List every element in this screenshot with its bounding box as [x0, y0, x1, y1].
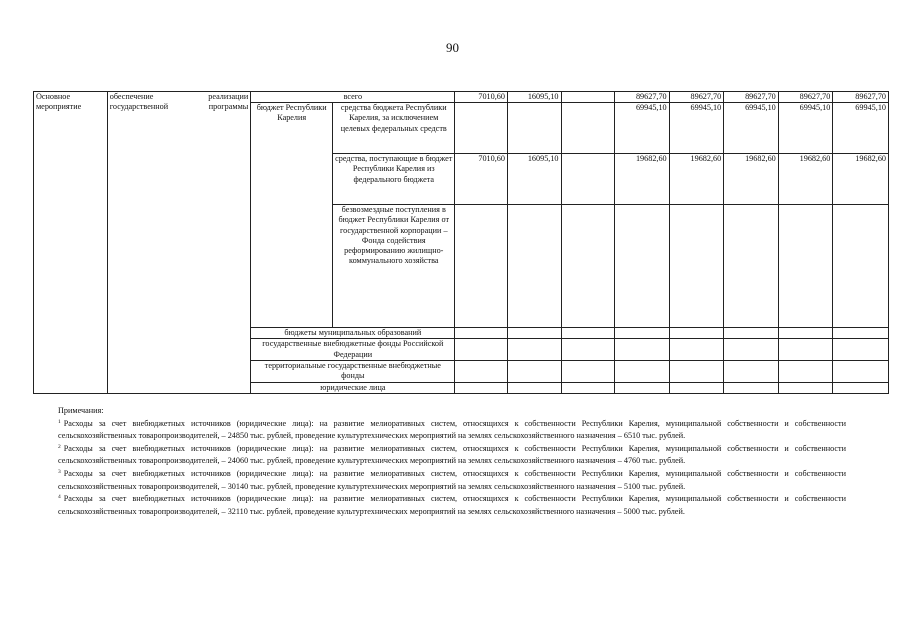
- note-item: [58, 493, 846, 518]
- row-label: средства бюджета Республики Карелия, за исключением целевых федеральных средств: [333, 103, 455, 154]
- value-cell: [561, 103, 615, 154]
- value-cell: 69945,10: [724, 103, 779, 154]
- value-cell: [455, 360, 508, 382]
- value-cell: [669, 339, 724, 360]
- value-cell: 89627,70: [724, 92, 779, 103]
- value-cell: [455, 328, 508, 339]
- note-mark: 3: [58, 468, 61, 475]
- value-cell: [833, 205, 889, 328]
- value-cell: [778, 205, 833, 328]
- value-cell: [724, 382, 779, 393]
- value-cell: [724, 339, 779, 360]
- note-text: Расходы за счет внебюджетных источников (юридические лица): на развитие мелиоративных систем, относящихся к собственности Республики Карелия, муниципальной собственности и собственности сельскохозяйственных товаропроизводителей, – 24850 тыс. рублей, проведение культуртехнических мероприятий на землях сельскохозяйственного назначения – 6510 тыс. рублей.: [58, 418, 846, 441]
- row-label: безвозмездные поступления в бюджет Республики Карелия от государственной корпорации – Фонда содействия реформированию жилищно-коммунального хозяйства: [333, 205, 455, 328]
- value-cell: 19682,60: [724, 154, 779, 205]
- value-cell: 69945,10: [778, 103, 833, 154]
- value-cell: 19682,60: [669, 154, 724, 205]
- value-cell: [615, 205, 670, 328]
- value-cell: [455, 205, 508, 328]
- value-cell: [724, 328, 779, 339]
- value-cell: [615, 328, 670, 339]
- value-cell: [561, 339, 615, 360]
- value-cell: 89627,70: [778, 92, 833, 103]
- value-cell: [455, 382, 508, 393]
- value-cell: [724, 205, 779, 328]
- value-cell: [507, 205, 561, 328]
- row-label: государственные внебюджетные фонды Российской Федерации: [251, 339, 455, 360]
- row-label: средства, поступающие в бюджет Республики Карелия из федерального бюджета: [333, 154, 455, 205]
- note-mark: 4: [58, 494, 61, 501]
- value-cell: [778, 339, 833, 360]
- rk-budget-label: бюджет Республики Карелия: [251, 103, 333, 328]
- budget-table: [33, 91, 889, 394]
- activity-name-cell: обеспечение реализации государственной программы: [107, 92, 251, 394]
- value-cell: [615, 382, 670, 393]
- value-cell: 89627,70: [833, 92, 889, 103]
- note-item: [58, 418, 846, 443]
- value-cell: 69945,10: [615, 103, 670, 154]
- value-cell: 16095,10: [507, 154, 561, 205]
- value-cell: [833, 382, 889, 393]
- note-text: Расходы за счет внебюджетных источников (юридические лица): на развитие мелиоративных систем, относящихся к собственности Республики Карелия, муниципальной собственности и собственности сельскохозяйственных товаропроизводителей, – 30140 тыс. рублей, проведение культуртехнических мероприятий на землях сельскохозяйственного назначения – 5100 тыс. рублей.: [58, 468, 846, 491]
- value-cell: [507, 382, 561, 393]
- note-text: Расходы за счет внебюджетных источников (юридические лица): на развитие мелиоративных систем, относящихся к собственности Республики Карелия, муниципальной собственности и собственности сельскохозяйственных товаропроизводителей, – 32110 тыс. рублей, проведение культуртехнических мероприятий на землях сельскохозяйственного назначения – 5000 тыс. рублей.: [58, 494, 846, 516]
- table-row: [34, 92, 889, 103]
- value-cell: [778, 360, 833, 382]
- value-cell: [507, 339, 561, 360]
- value-cell: [833, 339, 889, 360]
- value-cell: [561, 382, 615, 393]
- note-mark: 1: [58, 418, 61, 425]
- page-number: 90: [446, 40, 459, 55]
- value-cell: [507, 360, 561, 382]
- value-cell: [778, 328, 833, 339]
- value-cell: 19682,60: [833, 154, 889, 205]
- value-cell: [561, 360, 615, 382]
- value-cell: [669, 205, 724, 328]
- value-cell: 7010,60: [455, 154, 508, 205]
- value-cell: [561, 328, 615, 339]
- value-cell: [455, 103, 508, 154]
- note-item: [58, 443, 846, 468]
- value-cell: [833, 328, 889, 339]
- value-cell: 19682,60: [615, 154, 670, 205]
- note-text: Расходы за счет внебюджетных источников (юридические лица): на развитие мелиоративных систем, относящихся к собственности Республики Карелия, муниципальной собственности и собственности сельскохозяйственных товаропроизводителей, – 24060 тыс. рублей, проведение культуртехнических мероприятий на землях сельскохозяйственного назначения – 4760 тыс. рублей.: [58, 443, 846, 466]
- total-label: всего: [251, 92, 455, 103]
- note-mark: 2: [58, 443, 61, 450]
- value-cell: [669, 382, 724, 393]
- value-cell: [561, 154, 615, 205]
- value-cell: 16095,10: [507, 92, 561, 103]
- value-cell: [615, 339, 670, 360]
- value-cell: 89627,70: [615, 92, 670, 103]
- value-cell: [455, 339, 508, 360]
- value-cell: 19682,60: [778, 154, 833, 205]
- row-label: юридические лица: [251, 382, 455, 393]
- note-item: [58, 468, 846, 493]
- value-cell: 7010,60: [455, 92, 508, 103]
- value-cell: [615, 360, 670, 382]
- value-cell: [561, 205, 615, 328]
- value-cell: 89627,70: [669, 92, 724, 103]
- notes-heading: Примечания:: [58, 406, 104, 415]
- value-cell: [507, 328, 561, 339]
- value-cell: [507, 103, 561, 154]
- row-label: территориальные государственные внебюджетные фонды: [251, 360, 455, 382]
- value-cell: [669, 328, 724, 339]
- value-cell: [778, 382, 833, 393]
- value-cell: [561, 92, 615, 103]
- activity-type-cell: Основное мероприятие: [34, 92, 108, 394]
- value-cell: [724, 360, 779, 382]
- value-cell: [669, 360, 724, 382]
- row-label: бюджеты муниципальных образований: [251, 328, 455, 339]
- value-cell: [833, 360, 889, 382]
- value-cell: 69945,10: [833, 103, 889, 154]
- value-cell: 69945,10: [669, 103, 724, 154]
- notes-section: [58, 405, 846, 518]
